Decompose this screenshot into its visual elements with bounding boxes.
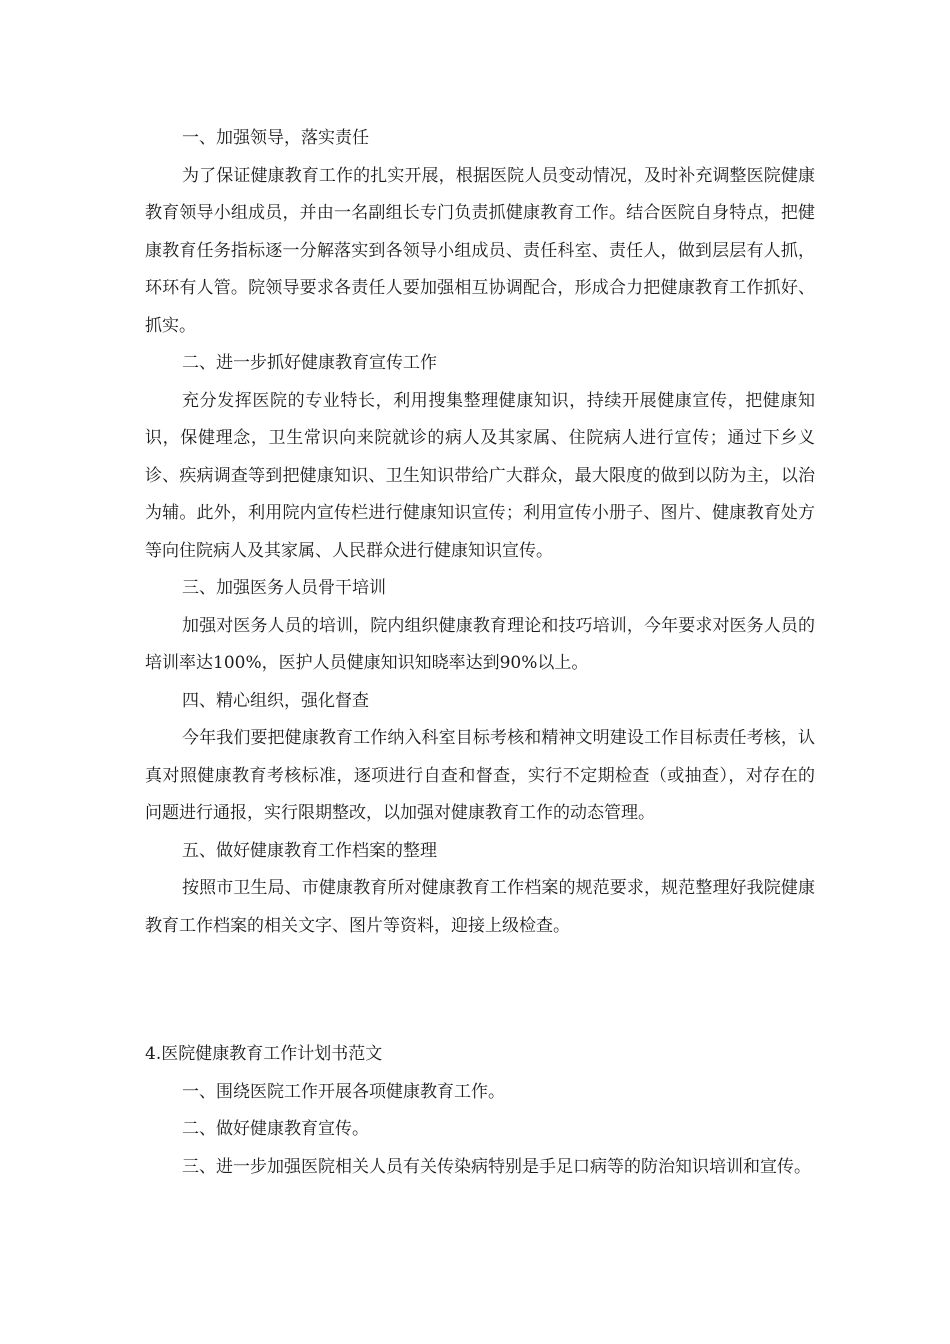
heading-staff-training: 三、加强医务人员骨干培训 [182,578,386,598]
plan-section-1 [145,120,815,945]
heading-publicity-work: 二、进一步抓好健康教育宣传工作 [182,353,437,373]
plan-item-1: 一、围绕医院工作开展各项健康教育工作。 [182,1081,505,1102]
section-title: 4.医院健康教育工作计划书范文 [145,1044,383,1064]
plan-item-3: 三、进一步加强医院相关人员有关传染病特别是手足口病等的防治知识培训和宣传。 [182,1156,811,1177]
heading-strengthen-leadership: 一、加强领导，落实责任 [182,128,369,148]
paragraph-training-details: 加强对医务人员的培训，院内组织健康教育理论和技巧培训，今年要求对医务人员的培训率达100%，医护人员健康知识知晓率达到90%以上。 [145,615,815,673]
paragraph-supervision-details: 今年我们要把健康教育工作纳入科室目标考核和精神文明建设工作目标责任考核，认真对照健康教育考核标准，逐项进行自查和督查，实行不定期检查（或抽查），对存在的问题进行通报，实行限期整改，以加强对健康教育工作的动态管理。 [145,728,815,823]
paragraph-leadership-details: 为了保证健康教育工作的扎实开展，根据医院人员变动情况，及时补充调整医院健康教育领导小组成员，并由一名副组长专门负责抓健康教育工作。结合医院自身特点，把健康教育任务指标逐一分解落实到各领导小组成员、责任科室、责任人，做到层层有人抓，环环有人管。院领导要求各责任人要加强相互协调配合，形成合力把健康教育工作抓好、抓实。 [145,165,815,336]
heading-archives: 五、做好健康教育工作档案的整理 [182,840,437,861]
heading-supervision: 四、精心组织，强化督查 [182,690,369,711]
paragraph-archives-details: 按照市卫生局、市健康教育所对健康教育工作档案的规范要求，规范整理好我院健康教育工作档案的相关文字、图片等资料，迎接上级检查。 [145,878,815,936]
plan-section-2 [145,1036,815,1186]
paragraph-publicity-details: 充分发挥医院的专业特长，利用搜集整理健康知识，持续开展健康宣传，把健康知识，保健理念，卫生常识向来院就诊的病人及其家属、住院病人进行宣传；通过下乡义诊、疾病调查等到把健康知识、卫生知识带给广大群众，最大限度的做到以防为主，以治为辅。此外，利用院内宣传栏进行健康知识宣传；利用宣传小册子、图片、健康教育处方等向住院病人及其家属、人民群众进行健康知识宣传。 [145,390,815,561]
plan-item-2: 二、做好健康教育宣传。 [182,1119,369,1139]
